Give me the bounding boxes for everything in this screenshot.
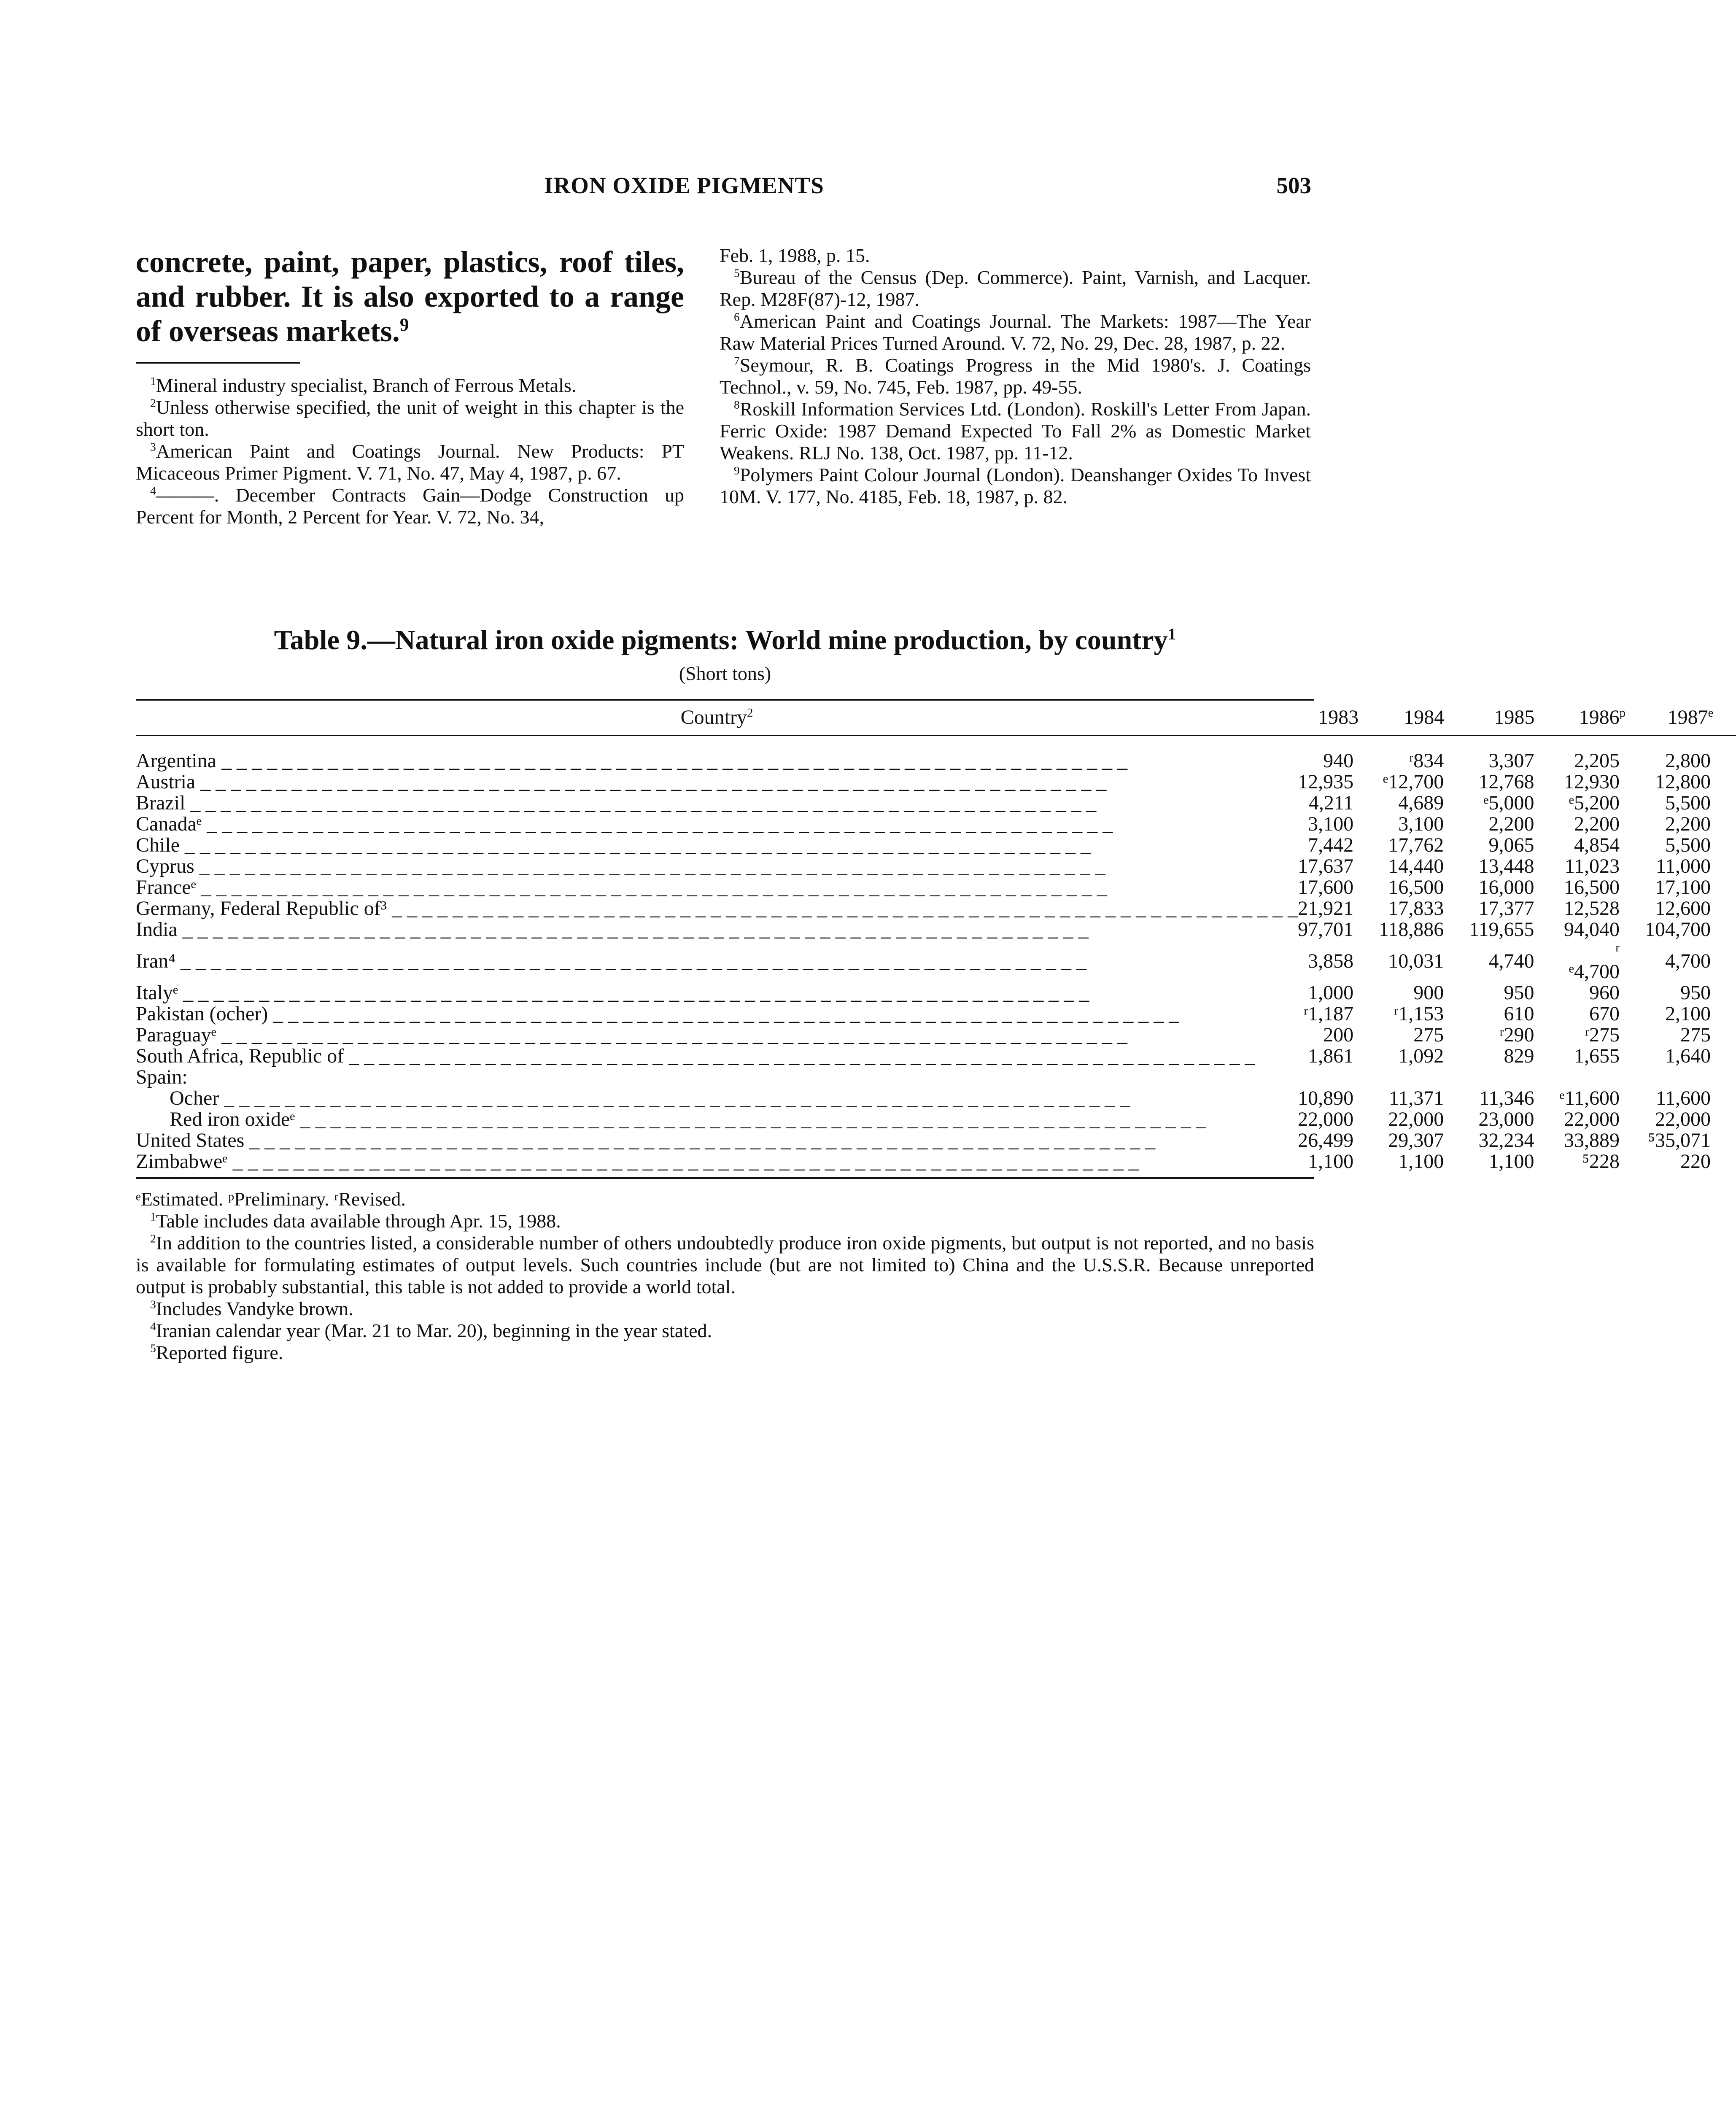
footnote-number: 3 [150,440,156,453]
footnote-number: 8 [734,398,740,411]
value-1986: ʳ ᵉ4,700 [1569,939,1620,983]
dot-leader: _ _ _ _ _ _ _ _ _ _ _ _ _ _ _ _ _ _ _ _ _ _ _ _ _ _ _ _ _ _ _ _ _ _ _ _ _ _ _ _ _ _ _ _ _ _ _ _ _ _ _ _ _ _ _ _ _ _ _ _ [194,855,1105,877]
dot-leader: _ _ _ _ _ _ _ _ _ _ _ _ _ _ _ _ _ _ _ _ _ _ _ _ _ _ _ _ _ _ _ _ _ _ _ _ _ _ _ _ _ _ _ _ _ _ _ _ _ _ _ _ _ _ _ _ _ _ _ _ [216,750,1128,772]
column-header-1987-text: 1987 [1667,706,1708,728]
dot-leader: _ _ _ _ _ _ _ _ _ _ _ _ _ _ _ _ _ _ _ _ _ _ _ _ _ _ _ _ _ _ _ _ _ _ _ _ _ _ _ _ _ _ _ _ _ _ _ _ _ _ _ _ _ _ _ _ _ _ _ _ [196,876,1107,898]
country-name: India [136,918,178,941]
table-row [136,919,1736,940]
value-1987: 22,000 [1655,1108,1711,1130]
column-header-country-sup: 2 [747,706,753,720]
table-9 [136,624,1714,1364]
body-paragraph-footnote-ref: 9 [399,315,409,335]
value-1984: 1,092 [1398,1045,1444,1067]
column-header-1986-text: 1986 [1579,706,1620,728]
table-units: (Short tons) [679,663,771,684]
dot-leader: _ _ _ _ _ _ _ _ _ _ _ _ _ _ _ _ _ _ _ _ _ _ _ _ _ _ _ _ _ _ _ _ _ _ _ _ _ _ _ _ _ _ _ _ _ _ _ _ _ _ _ _ _ _ _ _ _ _ _ _ [227,1150,1139,1173]
value-1986: 2,205 [1574,750,1620,772]
value-1986: 4,854 [1574,834,1620,856]
value-1986: 12,528 [1564,897,1620,920]
value-1987: 12,600 [1655,897,1711,920]
country-name: Canadaᵉ [136,813,202,835]
country-name: Zimbabweᵉ [136,1150,228,1173]
footnote-text: Roskill Information Services Ltd. (London). Roskill's Letter From Japan. Ferric Oxide: 1987 Demand Expected To Fall 2% as Domestic Market Weakens. RLJ No. 138, Oct. 1987, pp. 11-12. [720,398,1311,464]
column-header-1986 [1560,703,1645,736]
value-1984: 29,307 [1388,1129,1444,1152]
value-1984: 22,000 [1388,1108,1444,1130]
footnote-number: 3 [150,1297,156,1311]
value-1984: 10,031 [1388,950,1444,972]
country-cell [136,736,1298,772]
footnote [136,375,684,396]
country-cell [136,793,1298,814]
table-notes-legend: ᵉEstimated. ᵖPreliminary. ʳRevised. [136,1188,406,1210]
value-1983 [1298,1067,1379,1088]
value-1984: ᵉ12,700 [1383,771,1444,793]
country-name: Brazil [136,792,186,814]
value-1986: 16,500 [1564,876,1620,898]
table-row [136,1151,1736,1177]
footnote [136,396,684,440]
value-1985: ᵉ5,000 [1483,792,1534,814]
value-1984: 14,440 [1388,855,1444,877]
value-1985: 9,065 [1488,834,1534,856]
value-1984: 118,886 [1379,918,1444,941]
value-1983: 17,637 [1298,855,1354,877]
value-1984 [1379,1067,1469,1088]
country-name: Spain: [136,1066,188,1088]
value-1984: 16,500 [1388,876,1444,898]
value-1983: 22,000 [1298,1108,1354,1130]
footnote [136,1320,1314,1342]
footnote-text: American Paint and Coatings Journal. The Markets: 1987—The Year Raw Material Prices Turned Around. V. 72, No. 29, Dec. 28, 1987, p. 22. [720,310,1311,354]
table-title-text: Table 9.—Natural iron oxide pigments: World mine production, by country [274,625,1168,655]
value-1987 [1645,1067,1736,1088]
value-1985: 32,234 [1478,1129,1534,1152]
dot-leader: _ _ _ _ _ _ _ _ _ _ _ _ _ _ _ _ _ _ _ _ _ _ _ _ _ _ _ _ _ _ _ _ _ _ _ _ _ _ _ _ _ _ _ _ _ _ _ _ _ _ _ _ _ _ _ _ _ _ _ _ [178,982,1089,1004]
footnote-number: 2 [150,1232,156,1245]
value-1987: 12,800 [1655,771,1711,793]
value-1983: 200 [1323,1024,1354,1046]
table-row [136,856,1736,877]
table-row [136,1067,1736,1088]
country-cell [136,835,1298,856]
value-1983: 1,861 [1308,1045,1354,1067]
footnote [720,398,1311,464]
country-name: Austria [136,771,196,793]
value-1985 [1469,1067,1559,1088]
value-1987: 17,100 [1655,876,1711,898]
left-column [136,245,684,528]
footnote [720,354,1311,398]
country-cell [136,814,1298,835]
footnote [136,440,684,484]
value-1986 [1560,1067,1645,1088]
column-header-country-text: Country [680,706,747,728]
table-title [136,624,1314,656]
table-row [136,771,1736,793]
table-row [136,1003,1736,1025]
footnote-text: Bureau of the Census (Dep. Commerce). Paint, Varnish, and Lacquer. Rep. M28F(87)-12, 1987. [720,267,1311,310]
footnote [136,1232,1314,1298]
column-header-1983: 1983 [1318,706,1359,728]
table-notes-items [136,1210,1314,1364]
value-1983: 10,890 [1298,1087,1354,1109]
value-1985: 1,100 [1488,1150,1534,1173]
country-cell [136,1046,1298,1067]
value-1986: ʳ275 [1585,1024,1620,1046]
value-1983: 26,499 [1298,1129,1354,1152]
country-cell [136,1088,1298,1109]
value-1983: 3,100 [1308,813,1354,835]
country-name: Germany, Federal Republic of³ [136,897,387,920]
table-title-footnote-ref: 1 [1167,625,1176,643]
footnote-text: Iranian calendar year (Mar. 21 to Mar. 20), beginning in the year stated. [156,1320,712,1341]
column-header-1987-sup: e [1708,706,1714,720]
footnote-number: 1 [150,374,156,388]
table-header-row [136,703,1736,736]
footnote [720,310,1311,354]
value-1984: 3,100 [1398,813,1444,835]
country-cell [136,877,1298,898]
value-1987: 2,800 [1665,750,1711,772]
table-row [136,1046,1736,1067]
footnote-number: 7 [734,354,740,367]
table-row [136,1109,1736,1130]
footnote-number: 1 [150,1210,156,1223]
dot-leader: _ _ _ _ _ _ _ _ _ _ _ _ _ _ _ _ _ _ _ _ _ _ _ _ _ _ _ _ _ _ _ _ _ _ _ _ _ _ _ _ _ _ _ _ _ _ _ _ _ _ _ _ _ _ _ _ _ _ _ _ [244,1129,1156,1152]
table-row [136,1025,1736,1046]
page-number: 503 [1276,173,1311,198]
value-1985: 23,000 [1478,1108,1534,1130]
footnote-number: 4 [150,484,156,497]
value-1984: 1,100 [1398,1150,1444,1173]
dot-leader: _ _ _ _ _ _ _ _ _ _ _ _ _ _ _ _ _ _ _ _ _ _ _ _ _ _ _ _ _ _ _ _ _ _ _ _ _ _ _ _ _ _ _ _ _ _ _ _ _ _ _ _ _ _ _ _ _ _ _ _ [216,1024,1127,1046]
table-row [136,877,1736,898]
table-bottom-rule [136,1177,1314,1179]
value-1985: 11,346 [1479,1087,1534,1109]
country-name: Argentina [136,750,217,772]
value-1987: 220 [1680,1150,1711,1173]
country-cell [136,1109,1298,1130]
country-cell [136,771,1298,793]
footnote-text: Mineral industry specialist, Branch of Ferrous Metals. [156,375,577,396]
footnote-text: ———. December Contracts Gain—Dodge Construction up Percent for Month, 2 Percent for Year. V. 72, No. 34, [136,484,684,528]
value-1984: 11,371 [1389,1087,1444,1109]
footnote-text: American Paint and Coatings Journal. New Products: PT Micaceous Primer Pigment. V. 71, No. 47, May 4, 1987, p. 67. [136,440,684,484]
value-1985: 829 [1504,1045,1534,1067]
footnote-number: 4 [150,1319,156,1333]
footnote-number: 6 [734,310,740,324]
dot-leader: _ _ _ _ _ _ _ _ _ _ _ _ _ _ _ _ _ _ _ _ _ _ _ _ _ _ _ _ _ _ _ _ _ _ _ _ _ _ _ _ _ _ _ _ _ _ _ _ _ _ _ _ _ _ _ _ _ _ _ _ [295,1108,1206,1130]
production-table [136,703,1736,1177]
footnote-divider [136,362,300,364]
value-1987: 11,000 [1655,855,1711,877]
footnote [720,464,1311,508]
value-1987: 950 [1680,982,1711,1004]
value-1983: 7,442 [1308,834,1354,856]
value-1987: ⁵35,071 [1648,1129,1711,1152]
value-1983: 1,100 [1308,1150,1354,1173]
table-row [136,1088,1736,1109]
value-1986: ᵉ11,600 [1559,1087,1620,1109]
body-paragraph [136,245,684,348]
country-cell [136,940,1298,982]
value-1985: 119,655 [1469,918,1534,941]
table-top-rule [136,699,1314,701]
value-1986: 94,040 [1564,918,1620,941]
country-name: Red iron oxideᵉ [170,1108,295,1130]
country-cell [136,1130,1298,1151]
footnote-text: Reported figure. [156,1342,283,1363]
value-1986: 670 [1589,1003,1620,1025]
value-1984: 275 [1413,1024,1444,1046]
footnote [136,1298,1314,1320]
value-1983: 17,600 [1298,876,1354,898]
footnote-text: Unless otherwise specified, the unit of weight in this chapter is the short ton. [136,396,684,440]
footnote-number: 5 [150,1341,156,1355]
dot-leader: _ _ _ _ _ _ _ _ _ _ _ _ _ _ _ _ _ _ _ _ _ _ _ _ _ _ _ _ _ _ _ _ _ _ _ _ _ _ _ _ _ _ _ _ _ _ _ _ _ _ _ _ _ _ _ _ _ _ _ _ [219,1087,1130,1109]
value-1987: 275 [1680,1024,1711,1046]
value-1987: 1,640 [1665,1045,1711,1067]
dot-leader: _ _ _ _ _ _ _ _ _ _ _ _ _ _ _ _ _ _ _ _ _ _ _ _ _ _ _ _ _ _ _ _ _ _ _ _ _ _ _ _ _ _ _ _ _ _ _ _ _ _ _ _ _ _ _ _ _ _ _ _ [202,813,1113,835]
footnote-text: Polymers Paint Colour Journal (London). Deanshanger Oxides To Invest 10M. V. 177, No. 4185, Feb. 18, 1987, p. 82. [720,464,1311,507]
footnote-text: In addition to the countries listed, a considerable number of others undoubtedly produce iron oxide pigments, but output is not reported, and no basis is available for formulating estimates of output levels. Such countries include (but are not limited to) China and the U.S.S.R. Because unreported output is probably substantial, this table is not added to provide a world total. [136,1232,1314,1297]
country-name: South Africa, Republic of [136,1045,344,1067]
value-1986: 33,889 [1564,1129,1620,1152]
value-1986: 1,655 [1574,1045,1620,1067]
value-1983: 4,211 [1308,792,1354,814]
value-1986: 12,930 [1564,771,1620,793]
value-1984: 17,762 [1388,834,1444,856]
country-name: Italyᵉ [136,982,178,1004]
table-row [136,793,1736,814]
footnote-number: 9 [734,464,740,477]
value-1983: ʳ1,187 [1303,1003,1354,1025]
dot-leader: _ _ _ _ _ _ _ _ _ _ _ _ _ _ _ _ _ _ _ _ _ _ _ _ _ _ _ _ _ _ _ _ _ _ _ _ _ _ _ _ _ _ _ _ _ _ _ _ _ _ _ _ _ _ _ _ _ _ _ _ [268,1003,1179,1025]
value-1983: 21,921 [1298,897,1354,920]
table-body [136,736,1736,1178]
running-header [0,172,1455,202]
table-notes [136,1188,1314,1364]
value-1986: 11,023 [1564,855,1620,877]
value-1985: ʳ290 [1499,1024,1534,1046]
footnote-text: Seymour, R. B. Coatings Progress in the Mid 1980's. J. Coatings Technol., v. 59, No. 745, Feb. 1987, pp. 49-55. [720,354,1311,398]
value-1985: 16,000 [1478,876,1534,898]
dot-leader: _ _ _ _ _ _ _ _ _ _ _ _ _ _ _ _ _ _ _ _ _ _ _ _ _ _ _ _ _ _ _ _ _ _ _ _ _ _ _ _ _ _ _ _ _ _ _ _ _ _ _ _ _ _ _ _ _ _ _ _ [387,897,1298,920]
value-1986: 960 [1589,982,1620,1004]
running-title: IRON OXIDE PIGMENTS [544,173,824,198]
value-1987: 4,700 [1665,950,1711,972]
column-header-1986-sup: p [1619,706,1625,720]
value-1985: 2,200 [1488,813,1534,835]
country-name: Paraguayᵉ [136,1024,216,1046]
value-1987: 2,100 [1665,1003,1711,1025]
value-1986: 22,000 [1564,1108,1620,1130]
value-1986: 2,200 [1574,813,1620,835]
footnote-text: Includes Vandyke brown. [156,1298,353,1319]
value-1986: ⁵228 [1582,1150,1620,1173]
table-row [136,1130,1736,1151]
value-1987: 11,600 [1655,1087,1711,1109]
country-cell [136,1003,1298,1025]
country-cell [136,1025,1298,1046]
country-cell [136,919,1298,940]
table-row [136,835,1736,856]
table-row [136,736,1736,772]
right-column [720,245,1311,508]
value-1985: 3,307 [1488,750,1534,772]
value-1984: 4,689 [1398,792,1444,814]
country-cell [136,1151,1298,1177]
country-name: Ocher [170,1087,219,1109]
value-1987: 104,700 [1645,918,1711,941]
country-cell [136,898,1298,919]
table-row [136,898,1736,919]
body-paragraph-text: concrete, paint, paper, plastics, roof tiles, and rubber. It is also exported to a range of overseas markets. [136,245,684,348]
dot-leader: _ _ _ _ _ _ _ _ _ _ _ _ _ _ _ _ _ _ _ _ _ _ _ _ _ _ _ _ _ _ _ _ _ _ _ _ _ _ _ _ _ _ _ _ _ _ _ _ _ _ _ _ _ _ _ _ _ _ _ _ [344,1045,1255,1067]
value-1987: 5,500 [1665,834,1711,856]
footnote [136,1210,1314,1232]
dot-leader: _ _ _ _ _ _ _ _ _ _ _ _ _ _ _ _ _ _ _ _ _ _ _ _ _ _ _ _ _ _ _ _ _ _ _ _ _ _ _ _ _ _ _ _ _ _ _ _ _ _ _ _ _ _ _ _ _ _ _ _ [175,950,1087,972]
dot-leader: _ _ _ _ _ _ _ _ _ _ _ _ _ _ _ _ _ _ _ _ _ _ _ _ _ _ _ _ _ _ _ _ _ _ _ _ _ _ _ _ _ _ _ _ _ _ _ _ _ _ _ _ _ _ _ _ _ _ _ _ [180,834,1091,856]
table-row [136,814,1736,835]
value-1983: 3,858 [1308,950,1354,972]
dot-leader: _ _ _ _ _ _ _ _ _ _ _ _ _ _ _ _ _ _ _ _ _ _ _ _ _ _ _ _ _ _ _ _ _ _ _ _ _ _ _ _ _ _ _ _ _ _ _ _ _ _ _ _ _ _ _ _ _ _ _ _ [195,771,1107,793]
value-1986: ᵉ5,200 [1569,792,1620,814]
footnote-continuation: Feb. 1, 1988, p. 15. [720,245,870,266]
country-name: Chile [136,834,180,856]
value-1987: 2,200 [1665,813,1711,835]
table-row [136,940,1736,982]
country-name: United States [136,1129,245,1152]
value-1984: 900 [1413,982,1444,1004]
column-header-1987 [1645,703,1736,736]
value-1985: 13,448 [1478,855,1534,877]
footnote-number: 2 [150,396,156,410]
country-cell [136,982,1298,1003]
value-1983: 940 [1323,750,1354,772]
footnote-text: Table includes data available through Apr. 15, 1988. [156,1210,561,1232]
right-footnotes [720,267,1311,508]
country-name: Cyprus [136,855,194,877]
value-1985: 17,377 [1478,897,1534,920]
value-1987: 5,500 [1665,792,1711,814]
footnote [136,484,684,528]
column-header-1984: 1984 [1404,706,1445,728]
table-row [136,982,1736,1003]
country-cell [136,856,1298,877]
value-1985: 950 [1504,982,1534,1004]
column-header-1985: 1985 [1494,706,1535,728]
country-name: Pakistan (ocher) [136,1003,268,1025]
value-1983: 12,935 [1298,771,1354,793]
value-1984: ʳ834 [1409,750,1444,772]
country-name: Iran⁴ [136,950,176,972]
value-1985: 12,768 [1478,771,1534,793]
country-cell [136,1067,1298,1088]
left-footnotes [136,375,684,528]
footnote [720,267,1311,310]
value-1984: ʳ1,153 [1394,1003,1444,1025]
footnote [136,1342,1314,1364]
dot-leader: _ _ _ _ _ _ _ _ _ _ _ _ _ _ _ _ _ _ _ _ _ _ _ _ _ _ _ _ _ _ _ _ _ _ _ _ _ _ _ _ _ _ _ _ _ _ _ _ _ _ _ _ _ _ _ _ _ _ _ _ [177,918,1089,941]
value-1983: 97,701 [1298,918,1354,941]
column-header-country [136,703,1298,736]
country-name: Franceᵉ [136,876,196,898]
value-1983: 1,000 [1308,982,1354,1004]
dot-leader: _ _ _ _ _ _ _ _ _ _ _ _ _ _ _ _ _ _ _ _ _ _ _ _ _ _ _ _ _ _ _ _ _ _ _ _ _ _ _ _ _ _ _ _ _ _ _ _ _ _ _ _ _ _ _ _ _ _ _ _ [185,792,1097,814]
footnote-number: 5 [734,266,740,280]
value-1984: 17,833 [1388,897,1444,920]
value-1985: 610 [1504,1003,1534,1025]
value-1985: 4,740 [1488,950,1534,972]
